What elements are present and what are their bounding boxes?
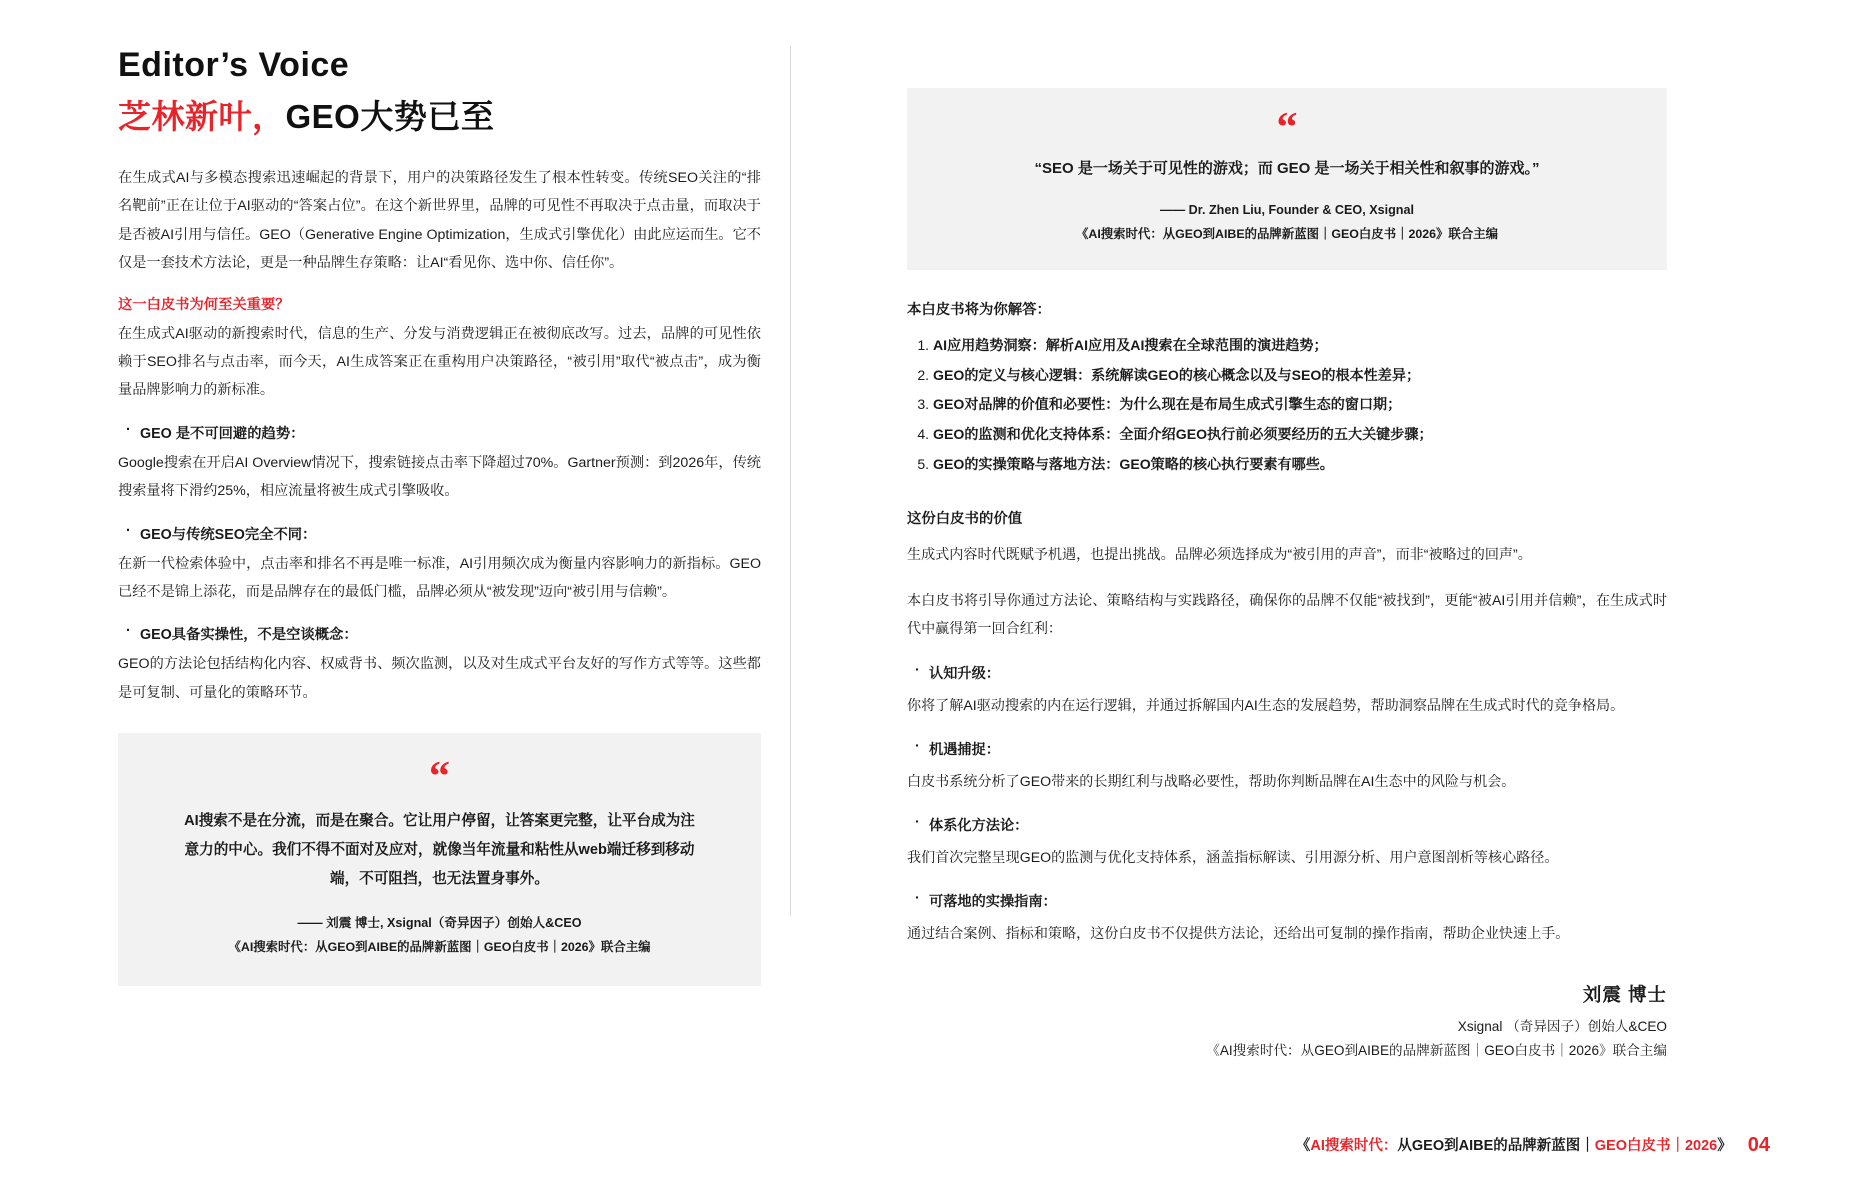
question-paragraph: 在生成式AI驱动的新搜索时代，信息的生产、分发与消费逻辑正在被彻底改写。过去，品牌的可见性依赖于SEO排名与点击率，而今天，AI生成答案正在重构用户决策路径，“被引用”取代“被点击”，成为衡量品牌影响力的新标准。 xyxy=(118,325,761,399)
left-pullquote xyxy=(118,733,761,986)
right-quote-source: 《AI搜索时代：从GEO到AIBE的品牌新蓝图｜GEO白皮书｜2026》联合主编 xyxy=(1075,226,1498,241)
value-paragraph-2: 本白皮书将引导你通过方法论、策略结构与实践路径，确保你的品牌不仅能“被找到”，更能“被AI引用并信赖”，在生成式时代中赢得第一回合红利： xyxy=(907,592,1667,637)
page-title-chinese xyxy=(118,91,761,138)
footer-title-accent-1: AI搜索时代： xyxy=(1310,1138,1398,1154)
list-item xyxy=(933,390,1667,419)
right-bullet-text-1: 你将了解AI驱动搜索的内在运行逻辑，并通过拆解国内AI生态的发展趋势，帮助洞察品牌在生成式时代的竞争格局。 xyxy=(907,696,1625,713)
left-quote-text: AI搜索不是在分流，而是在聚合。它让用户停留，让答案更完整，让平台成为注意力的中心。我们不得不面对及应对，就像当年流量和粘性从web端迁移到移动端，不可阻挡，也无法置身事外。 xyxy=(184,812,695,888)
signature-role: Xsignal （奇异因子）创始人&CEO xyxy=(1457,1019,1667,1035)
list-item xyxy=(933,331,1667,360)
signature-name: 刘震 博士 xyxy=(1582,984,1667,1006)
answer-item-2: GEO的定义与核心逻辑：系统解读GEO的核心概念以及与SEO的根本性差异； xyxy=(933,366,1421,383)
page-title-english: Editor’s Voice xyxy=(118,46,350,84)
quote-mark-icon: “ xyxy=(1276,105,1298,151)
right-quote-text: “SEO 是一场关于可见性的游戏；而 GEO 是一场关于相关性和叙事的游戏。” xyxy=(1034,160,1540,178)
value-heading: 这份白皮书的价值 xyxy=(907,511,1023,528)
bullet-label-1: · GEO 是不可回避的趋势： xyxy=(118,423,761,443)
right-bullet-label-1: · 认知升级： xyxy=(907,663,1667,683)
list-item xyxy=(933,420,1667,449)
left-column xyxy=(118,46,801,1183)
bullet-text-3: GEO的方法论包括结构化内容、权威背书、频次监测，以及对生成式平台友好的写作方式等等。这些都是可复制、可量化的策略环节。 xyxy=(118,656,761,701)
page-footer xyxy=(1296,1134,1770,1155)
right-bullet-label-3: · 体系化方法论： xyxy=(907,815,1667,835)
right-bullet-text-3: 我们首次完整呈现GEO的监测与优化支持体系，涵盖指标解读、引用源分析、用户意图剖析等核心路径。 xyxy=(907,849,1559,866)
column-divider xyxy=(790,46,791,916)
right-bullet-text-4: 通过结合案例、指标和策略，这份白皮书不仅提供方法论，还给出可复制的操作指南，帮助企业快速上手。 xyxy=(907,925,1570,942)
answers-heading: 本白皮书将为你解答： xyxy=(907,301,1051,318)
right-bullet-label-2: · 机遇捕捉： xyxy=(907,739,1667,759)
right-column xyxy=(907,46,1667,1183)
footer-title-dark-2: GEO到AIBE的品牌新蓝图｜ xyxy=(1411,1138,1595,1154)
right-quote-attribution xyxy=(947,199,1627,245)
answer-item-5: GEO的实操策略与落地方法：GEO策略的核心执行要素有哪些。 xyxy=(933,456,1334,473)
quote-mark-icon: “ xyxy=(429,754,450,801)
page-number: 04 xyxy=(1747,1134,1770,1156)
list-item xyxy=(933,361,1667,390)
answer-item-4: GEO的监测和优化支持体系：全面介绍GEO执行前必须要经历的五大关键步骤； xyxy=(933,426,1433,443)
right-bullet-label-4: · 可落地的实操指南： xyxy=(907,891,1667,911)
bullet-text-2: 在新一代检索体验中，点击率和排名不再是唯一标准，AI引用频次成为衡量内容影响力的新指标。GEO已经不是锦上添花，而是品牌存在的最低门槛，品牌必须从“被发现”迈向“被引用与信赖”。 xyxy=(118,555,761,601)
footer-title-accent-2: GEO白皮书｜2026 xyxy=(1594,1138,1718,1154)
page-title-chinese-rest: GEO大势已至 xyxy=(285,98,495,135)
footer-bracket-close: 》 xyxy=(1717,1138,1732,1154)
left-quote-source: 《AI搜索时代：从GEO到AIBE的品牌新蓝图｜GEO白皮书｜2026》联合主编 xyxy=(228,939,651,954)
signature-block xyxy=(907,981,1667,1059)
question-heading: 这一白皮书为何至关重要？ xyxy=(118,296,290,313)
footer-title xyxy=(1296,1134,1732,1155)
left-quote-author: —— 刘震 博士, Xsignal（奇异因子）创始人&CEO xyxy=(297,916,582,931)
right-bullet-text-2: 白皮书系统分析了GEO带来的长期红利与战略必要性，帮助你判断品牌在AI生态中的风险与机会。 xyxy=(907,772,1516,789)
signature-source: 《AI搜索时代：从GEO到AIBE的品牌新蓝图｜GEO白皮书｜2026》联合主编 xyxy=(1206,1043,1667,1059)
answer-item-1: AI应用趋势洞察：解析AI应用及AI搜索在全球范围的演进趋势； xyxy=(933,336,1328,353)
right-quote-author: —— Dr. Zhen Liu, Founder & CEO, Xsignal xyxy=(1160,203,1414,218)
page-title-chinese-accent: 芝林新叶， xyxy=(118,98,286,135)
bullet-label-3: · GEO具备实操性，不是空谈概念： xyxy=(118,624,761,644)
bullet-text-1: Google搜索在开启AI Overview情况下，搜索链接点击率下降超过70%。Gartner预测：到2026年，传统搜索量将下滑约25%，相应流量将被生成式引擎吸收。 xyxy=(118,454,761,500)
list-item xyxy=(933,450,1667,479)
value-paragraph-1: 生成式内容时代既赋予机遇，也提出挑战。品牌必须选择成为“被引用的声音”，而非“被略过的回声”。 xyxy=(907,546,1532,563)
footer-bracket-open: 《 xyxy=(1295,1138,1311,1154)
left-quote-attribution xyxy=(178,912,701,958)
intro-paragraph: 在生成式AI与多模态搜索迅速崛起的背景下，用户的决策路径发生了根本性转变。传统SEO关注的“排名靶前”正在让位于AI驱动的“答案占位”。在这个新世界里，品牌的可见性不再取决于点击量，而取决于是否被AI引用与信任。GEO（Generative Engine Optimization，生成式引擎优化）由此应运而生。它不仅是一套技术方法论，更是一种品牌生存策略：让AI“看见你、选中你、信任你”。 xyxy=(118,170,762,272)
answers-list xyxy=(907,331,1667,479)
footer-title-dark-1: 从 xyxy=(1397,1138,1412,1154)
bullet-label-2: · GEO与传统SEO完全不同： xyxy=(118,524,761,544)
right-pullquote xyxy=(907,88,1667,270)
answer-item-3: GEO对品牌的价值和必要性：为什么现在是布局生成式引擎生态的窗口期； xyxy=(933,396,1402,413)
